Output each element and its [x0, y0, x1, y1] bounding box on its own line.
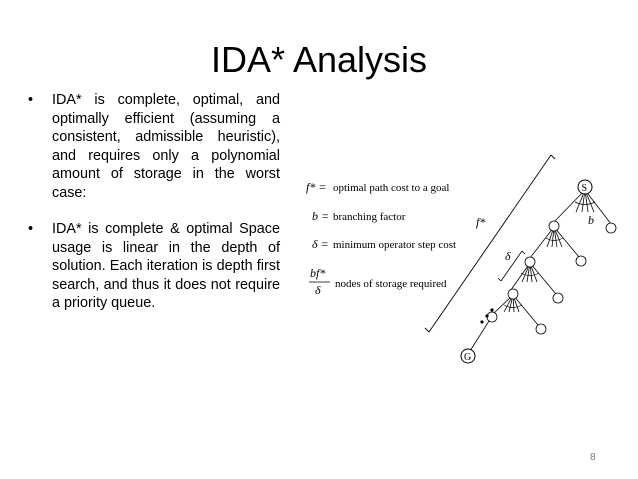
slide-title: IDA* Analysis	[210, 39, 428, 80]
legend-symbol: f* =	[306, 180, 327, 194]
legend-symbol: b =	[312, 209, 330, 223]
delta-bracket	[498, 251, 525, 281]
bullet-item	[22, 220, 280, 313]
legend-text: branching factor	[333, 211, 406, 223]
ida-star-figure	[296, 148, 626, 378]
legend	[306, 180, 456, 297]
legend-text: optimal path cost to a goal	[333, 182, 450, 194]
bullet-text: IDA* is complete & optimal Space usage is linear in the depth of solution. Each iteration is depth first search, and thus it does not require a priority queue.	[52, 221, 280, 311]
tree-node	[536, 324, 546, 334]
start-node-label: S	[581, 183, 588, 194]
tree-node	[606, 223, 616, 233]
bullet-list	[22, 91, 280, 331]
page-number: 8	[590, 452, 596, 463]
legend-fraction-denominator: δ	[315, 283, 321, 297]
bullet-item	[22, 91, 280, 202]
tree-node	[487, 312, 497, 322]
goal-node-label: G	[464, 352, 472, 363]
tree-node	[508, 289, 518, 299]
tree-node	[525, 257, 535, 267]
delta-label: δ	[505, 249, 511, 263]
bullet-mark: •	[28, 221, 34, 237]
tree-node	[553, 293, 563, 303]
legend-symbol: δ =	[312, 237, 329, 251]
legend-text: minimum operator step cost	[333, 239, 457, 251]
tree-node	[549, 221, 559, 231]
legend-fraction-numerator: bf*	[310, 266, 326, 280]
search-tree	[470, 190, 616, 351]
bullet-mark: •	[28, 92, 34, 108]
bullet-text: IDA* is complete, optimal, and optimally efficient (assuming a consistent, admissible heuristic), and requires only a polynomial amount of storage in the worst case:	[52, 92, 280, 201]
fstar-label: f*	[476, 215, 486, 229]
legend-text: nodes of storage required	[335, 278, 447, 290]
tree-node	[576, 256, 586, 266]
b-label: b	[588, 213, 594, 227]
